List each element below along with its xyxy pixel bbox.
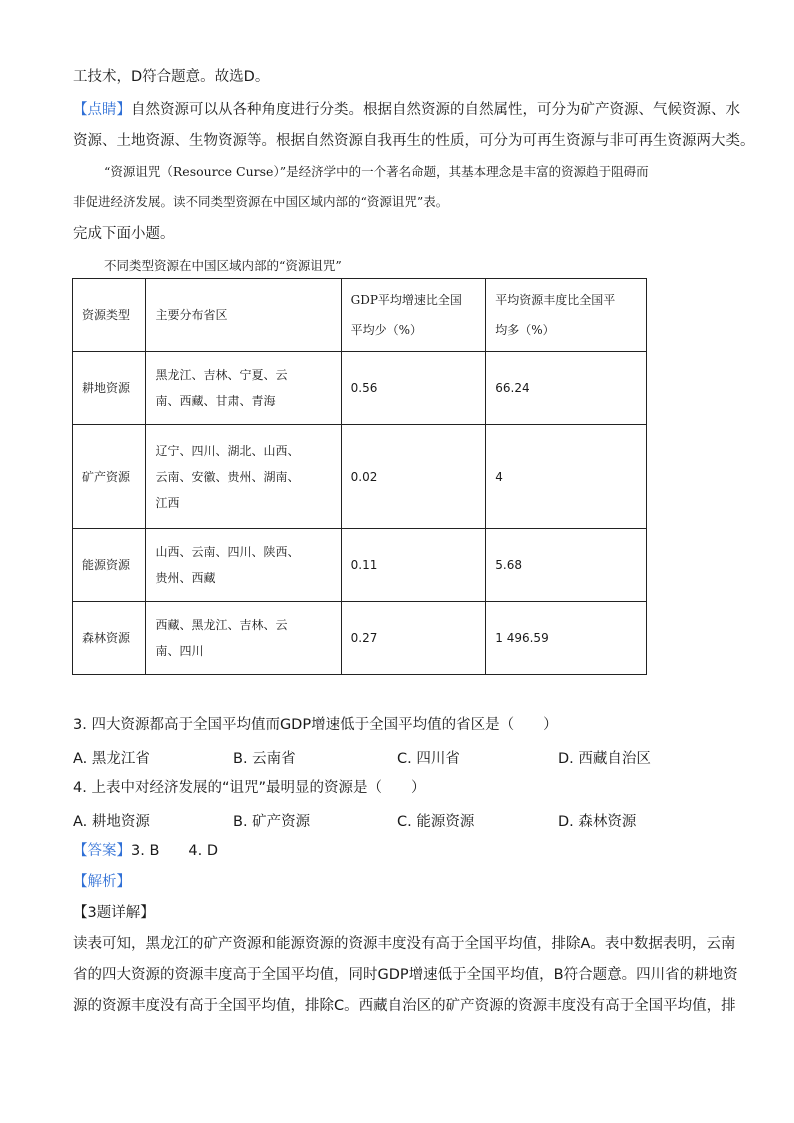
province-line: 黑龙江、吉林、宁夏、云	[155, 368, 288, 382]
text-line: 工技术，D符合题意。故选D。	[73, 69, 270, 85]
analysis-tag: 【解析】	[73, 874, 131, 890]
cell-gdp: 0.02	[341, 425, 486, 529]
province-line: 辽宁、四川、湖北、山西、	[155, 443, 300, 458]
option-d[interactable]: D. 森林资源	[558, 814, 637, 830]
province-line: 贵州、西藏	[155, 571, 216, 585]
header-gdp	[341, 279, 486, 352]
cell-abundance: 5.68	[486, 529, 647, 602]
cell-abundance: 4	[486, 425, 647, 529]
header-abundance-line: 平均资源丰度比全国平	[495, 293, 616, 307]
province-line: 江西	[155, 495, 180, 510]
table-row	[73, 425, 647, 529]
tip-paragraph	[73, 100, 740, 120]
option-c[interactable]: C. 能源资源	[397, 814, 475, 830]
resource-curse-table	[72, 278, 647, 675]
table-caption: 不同类型资源在中国区域内部的“资源诅咒”	[104, 258, 342, 273]
province-line: 南、西藏、甘肃、青海	[155, 394, 276, 408]
header-gdp-line: 平均少（%）	[350, 323, 423, 337]
cell-type: 矿产资源	[73, 425, 146, 529]
detail-line: 源的资源丰度没有高于全国平均值，排除C。西藏自治区的矿产资源的资源丰度没有高于全国平均值，排	[73, 998, 736, 1014]
analysis-line	[73, 872, 131, 892]
answer-line	[73, 841, 218, 861]
cell-provinces	[146, 602, 341, 675]
cell-gdp: 0.56	[341, 352, 486, 425]
option-a[interactable]: A. 耕地资源	[73, 814, 150, 830]
option-a[interactable]: A. 黑龙江省	[73, 751, 150, 767]
cell-provinces	[146, 425, 341, 529]
table-row	[73, 529, 647, 602]
cell-gdp: 0.11	[341, 529, 486, 602]
intro-line: “资源诅咒（Resource Curse）”是经济学中的一个著名命题，其基本理念是丰富的资源趋于阻碍而	[104, 164, 649, 179]
province-line: 云南、安徽、贵州、湖南、	[155, 469, 300, 484]
header-gdp-line: GDP平均增速比全国	[350, 293, 462, 307]
province-line: 南、四川	[155, 644, 204, 658]
intro-line: 非促进经济发展。读不同类型资源在中国区域内部的“资源诅咒”表。	[73, 194, 449, 209]
detail-heading: 【3题详解】	[73, 905, 155, 921]
province-line: 山西、云南、四川、陕西、	[155, 545, 300, 559]
table-header-row	[73, 279, 647, 352]
province-line: 西藏、黑龙江、吉林、云	[155, 618, 288, 632]
table-row	[73, 352, 647, 425]
tip-tag: 【点睛】	[73, 102, 131, 118]
cell-gdp: 0.27	[341, 602, 486, 675]
question-4-stem: 4. 上表中对经济发展的“诅咒”最明显的资源是（ ）	[73, 780, 426, 796]
instruction-line: 完成下面小题。	[73, 226, 175, 242]
tip-text: 自然资源可以从各种角度进行分类。根据自然资源的自然属性，可分为矿产资源、气候资源、水	[131, 102, 740, 118]
option-b[interactable]: B. 云南省	[233, 751, 296, 767]
table-row	[73, 602, 647, 675]
question-4-options	[73, 810, 723, 832]
question-3-stem: 3. 四大资源都高于全国平均值而GDP增速低于全国平均值的省区是（ ）	[73, 717, 558, 733]
option-b[interactable]: B. 矿产资源	[233, 814, 311, 830]
header-type: 资源类型	[73, 279, 146, 352]
cell-provinces	[146, 529, 341, 602]
cell-abundance: 66.24	[486, 352, 647, 425]
cell-abundance: 1 496.59	[486, 602, 647, 675]
answer-text: 3. B 4. D	[131, 843, 218, 859]
option-d[interactable]: D. 西藏自治区	[558, 751, 651, 767]
question-3-options	[73, 747, 723, 769]
option-c[interactable]: C. 四川省	[397, 751, 460, 767]
header-provinces: 主要分布省区	[146, 279, 341, 352]
detail-line: 省的四大资源的资源丰度高于全国平均值，同时GDP增速低于全国平均值，B符合题意。四川省的耕地资	[73, 967, 738, 983]
cell-type: 森林资源	[73, 602, 146, 675]
text-line: 资源、土地资源、生物资源等。根据自然资源自我再生的性质，可分为可再生资源与非可再生资源两大类。	[73, 133, 755, 149]
answer-tag: 【答案】	[73, 843, 131, 859]
cell-type: 耕地资源	[73, 352, 146, 425]
header-abundance-line: 均多（%）	[495, 323, 555, 337]
cell-provinces	[146, 352, 341, 425]
header-abundance	[486, 279, 647, 352]
detail-line: 读表可知，黑龙江的矿产资源和能源资源的资源丰度没有高于全国平均值，排除A。表中数据表明，云南	[73, 936, 736, 952]
cell-type: 能源资源	[73, 529, 146, 602]
